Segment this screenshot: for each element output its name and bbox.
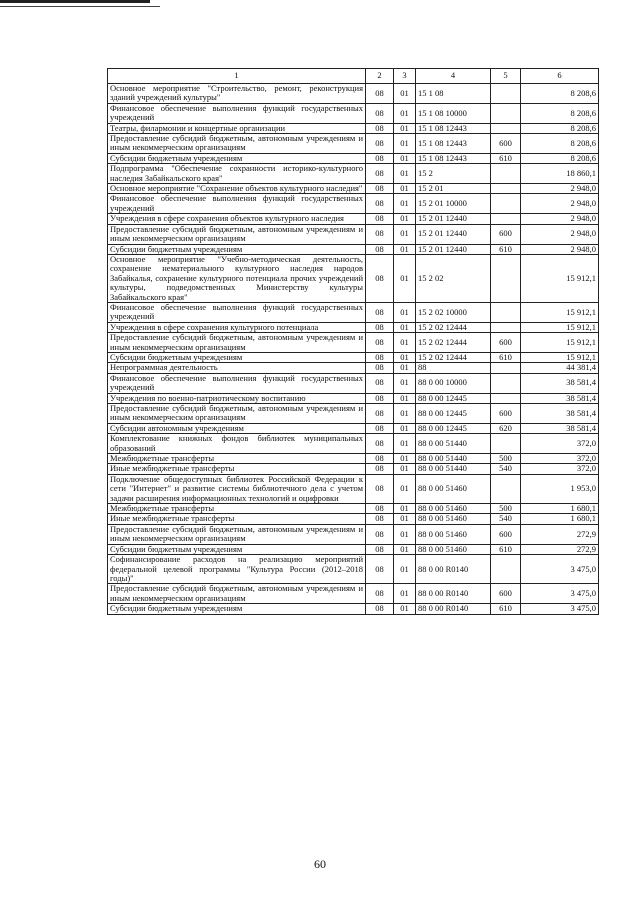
row-subsection-cell: 01 <box>394 363 416 373</box>
row-name-cell: Подключение общедоступных библиотек Российской Федерации к сети "Интернет" и развитие системы библиотечного дела с учетом задачи расширения информационных технологий и оцифровки <box>108 474 366 503</box>
row-expense-type-cell <box>491 363 521 373</box>
row-name-cell: Предоставление субсидий бюджетным, автономным учреждениям и иным некоммерческим организациям <box>108 333 366 353</box>
row-name-cell: Иные межбюджетные трансферты <box>108 464 366 474</box>
row-amount-cell: 372,0 <box>521 434 599 454</box>
row-amount-cell: 38 581,4 <box>521 404 599 424</box>
row-name-cell: Субсидии автономным учреждениям <box>108 423 366 433</box>
row-target-code-cell: 15 2 01 10000 <box>416 194 491 214</box>
row-amount-cell: 1 680,1 <box>521 504 599 514</box>
row-name-cell: Межбюджетные трансферты <box>108 504 366 514</box>
row-amount-cell: 8 208,6 <box>521 123 599 133</box>
header-col-6: 6 <box>521 69 599 84</box>
row-subsection-cell: 01 <box>394 224 416 244</box>
table-row <box>108 404 599 424</box>
row-amount-cell: 3 475,0 <box>521 555 599 584</box>
row-subsection-cell: 01 <box>394 393 416 403</box>
table-row <box>108 194 599 214</box>
header-col-2: 2 <box>366 69 394 84</box>
row-section-cell: 08 <box>366 423 394 433</box>
scan-edge-mark <box>0 0 150 3</box>
row-section-cell: 08 <box>366 514 394 524</box>
row-amount-cell: 272,9 <box>521 524 599 544</box>
row-target-code-cell: 88 0 00 51460 <box>416 504 491 514</box>
row-expense-type-cell: 600 <box>491 333 521 353</box>
table-row <box>108 224 599 244</box>
row-section-cell: 08 <box>366 352 394 362</box>
row-target-code-cell: 88 0 00 51440 <box>416 434 491 454</box>
row-expense-type-cell: 600 <box>491 524 521 544</box>
row-target-code-cell: 15 1 08 12443 <box>416 123 491 133</box>
row-section-cell: 08 <box>366 434 394 454</box>
row-amount-cell: 372,0 <box>521 464 599 474</box>
row-name-cell: Субсидии бюджетным учреждениям <box>108 352 366 362</box>
row-section-cell: 08 <box>366 524 394 544</box>
row-subsection-cell: 01 <box>394 103 416 123</box>
row-subsection-cell: 01 <box>394 302 416 322</box>
table-row <box>108 134 599 154</box>
table-row <box>108 514 599 524</box>
row-expense-type-cell <box>491 474 521 503</box>
row-target-code-cell: 88 0 00 51460 <box>416 474 491 503</box>
table-row <box>108 524 599 544</box>
row-target-code-cell: 15 2 <box>416 164 491 184</box>
row-amount-cell: 8 208,6 <box>521 84 599 104</box>
row-name-cell: Предоставление субсидий бюджетным, автономным учреждениям и иным некоммерческим организациям <box>108 224 366 244</box>
row-amount-cell: 38 581,4 <box>521 423 599 433</box>
table-header-row <box>108 69 599 84</box>
row-name-cell: Непрограммная деятельность <box>108 363 366 373</box>
table-row <box>108 302 599 322</box>
row-expense-type-cell: 600 <box>491 404 521 424</box>
row-expense-type-cell <box>491 164 521 184</box>
row-section-cell: 08 <box>366 464 394 474</box>
row-subsection-cell: 01 <box>394 404 416 424</box>
row-target-code-cell: 88 0 00 51460 <box>416 524 491 544</box>
row-subsection-cell: 01 <box>394 194 416 214</box>
header-col-3: 3 <box>394 69 416 84</box>
table-row <box>108 604 599 614</box>
row-section-cell: 08 <box>366 454 394 464</box>
row-section-cell: 08 <box>366 244 394 254</box>
row-expense-type-cell: 600 <box>491 584 521 604</box>
row-section-cell: 08 <box>366 393 394 403</box>
table-row <box>108 544 599 554</box>
row-expense-type-cell <box>491 322 521 332</box>
row-target-code-cell: 15 2 01 12440 <box>416 224 491 244</box>
header-col-4: 4 <box>416 69 491 84</box>
row-expense-type-cell <box>491 103 521 123</box>
row-amount-cell: 3 475,0 <box>521 584 599 604</box>
table-row <box>108 464 599 474</box>
table-row <box>108 423 599 433</box>
row-section-cell: 08 <box>366 302 394 322</box>
row-amount-cell: 15 912,1 <box>521 352 599 362</box>
row-section-cell: 08 <box>366 254 394 302</box>
table-row <box>108 164 599 184</box>
row-expense-type-cell: 540 <box>491 514 521 524</box>
row-name-cell: Межбюджетные трансферты <box>108 454 366 464</box>
row-subsection-cell: 01 <box>394 584 416 604</box>
row-section-cell: 08 <box>366 504 394 514</box>
row-subsection-cell: 01 <box>394 504 416 514</box>
row-expense-type-cell: 610 <box>491 604 521 614</box>
table-row <box>108 103 599 123</box>
row-subsection-cell: 01 <box>394 123 416 133</box>
table-row <box>108 333 599 353</box>
row-subsection-cell: 01 <box>394 184 416 194</box>
row-amount-cell: 3 475,0 <box>521 604 599 614</box>
row-subsection-cell: 01 <box>394 254 416 302</box>
table-row <box>108 322 599 332</box>
table-row <box>108 363 599 373</box>
row-subsection-cell: 01 <box>394 434 416 454</box>
row-amount-cell: 2 948,0 <box>521 194 599 214</box>
row-target-code-cell: 15 1 08 12443 <box>416 153 491 163</box>
table-row <box>108 214 599 224</box>
row-section-cell: 08 <box>366 474 394 503</box>
row-name-cell: Предоставление субсидий бюджетным, автономным учреждениям и иным некоммерческим организациям <box>108 584 366 604</box>
row-name-cell: Учреждения в сфере сохранения объектов культурного наследия <box>108 214 366 224</box>
scan-edge-line <box>0 6 160 7</box>
table-row <box>108 555 599 584</box>
row-section-cell: 08 <box>366 373 394 393</box>
row-target-code-cell: 88 0 00 12445 <box>416 393 491 403</box>
row-target-code-cell: 88 0 00 51440 <box>416 464 491 474</box>
row-amount-cell: 38 581,4 <box>521 393 599 403</box>
row-amount-cell: 372,0 <box>521 454 599 464</box>
row-name-cell: Основное мероприятие "Сохранение объектов культурного наследия" <box>108 184 366 194</box>
table-body <box>108 84 599 615</box>
row-name-cell: Предоставление субсидий бюджетным, автономным учреждениям и иным некоммерческим организациям <box>108 134 366 154</box>
row-target-code-cell: 88 0 00 R0140 <box>416 604 491 614</box>
row-subsection-cell: 01 <box>394 524 416 544</box>
row-target-code-cell: 15 2 02 12444 <box>416 333 491 353</box>
row-amount-cell: 8 208,6 <box>521 134 599 154</box>
row-target-code-cell: 15 2 02 12444 <box>416 352 491 362</box>
row-section-cell: 08 <box>366 604 394 614</box>
row-amount-cell: 18 860,1 <box>521 164 599 184</box>
table-row <box>108 184 599 194</box>
row-target-code-cell: 15 2 01 <box>416 184 491 194</box>
row-target-code-cell: 88 0 00 12445 <box>416 404 491 424</box>
row-target-code-cell: 88 0 00 51460 <box>416 514 491 524</box>
row-section-cell: 08 <box>366 363 394 373</box>
row-name-cell: Основное мероприятие "Строительство, ремонт, реконструкция зданий учреждений культуры" <box>108 84 366 104</box>
row-subsection-cell: 01 <box>394 544 416 554</box>
row-subsection-cell: 01 <box>394 333 416 353</box>
row-name-cell: Учреждения по военно-патриотическому воспитанию <box>108 393 366 403</box>
row-subsection-cell: 01 <box>394 153 416 163</box>
row-subsection-cell: 01 <box>394 464 416 474</box>
row-subsection-cell: 01 <box>394 214 416 224</box>
row-section-cell: 08 <box>366 333 394 353</box>
row-section-cell: 08 <box>366 555 394 584</box>
table-row <box>108 153 599 163</box>
row-name-cell: Субсидии бюджетным учреждениям <box>108 244 366 254</box>
row-subsection-cell: 01 <box>394 244 416 254</box>
row-expense-type-cell: 610 <box>491 244 521 254</box>
row-target-code-cell: 15 2 02 10000 <box>416 302 491 322</box>
row-amount-cell: 8 208,6 <box>521 153 599 163</box>
row-target-code-cell: 88 0 00 10000 <box>416 373 491 393</box>
table-row <box>108 454 599 464</box>
row-amount-cell: 2 948,0 <box>521 184 599 194</box>
row-expense-type-cell: 540 <box>491 464 521 474</box>
row-target-code-cell: 15 1 08 <box>416 84 491 104</box>
row-expense-type-cell <box>491 254 521 302</box>
row-expense-type-cell: 610 <box>491 544 521 554</box>
row-expense-type-cell <box>491 555 521 584</box>
row-section-cell: 08 <box>366 194 394 214</box>
row-amount-cell: 44 381,4 <box>521 363 599 373</box>
table-row <box>108 434 599 454</box>
row-subsection-cell: 01 <box>394 514 416 524</box>
row-amount-cell: 2 948,0 <box>521 224 599 244</box>
row-name-cell: Иные межбюджетные трансферты <box>108 514 366 524</box>
table-row <box>108 504 599 514</box>
header-col-5: 5 <box>491 69 521 84</box>
row-amount-cell: 272,9 <box>521 544 599 554</box>
table-row <box>108 244 599 254</box>
row-expense-type-cell: 500 <box>491 454 521 464</box>
row-amount-cell: 2 948,0 <box>521 214 599 224</box>
row-expense-type-cell <box>491 302 521 322</box>
table-row <box>108 474 599 503</box>
row-section-cell: 08 <box>366 404 394 424</box>
row-name-cell: Основное мероприятие "Учебно-методическая деятельность, сохранение нематериального культурного наследия народов Забайкалья, сохранение культурного потенциала прочих учреждений культуры, подведомственных Министерству культуры Забайкальского края" <box>108 254 366 302</box>
table-row <box>108 393 599 403</box>
row-expense-type-cell <box>491 214 521 224</box>
row-section-cell: 08 <box>366 584 394 604</box>
row-section-cell: 08 <box>366 164 394 184</box>
row-expense-type-cell <box>491 184 521 194</box>
row-subsection-cell: 01 <box>394 454 416 464</box>
row-subsection-cell: 01 <box>394 604 416 614</box>
row-section-cell: 08 <box>366 544 394 554</box>
row-target-code-cell: 88 0 00 51460 <box>416 544 491 554</box>
table-row <box>108 254 599 302</box>
row-expense-type-cell: 500 <box>491 504 521 514</box>
row-name-cell: Субсидии бюджетным учреждениям <box>108 604 366 614</box>
row-section-cell: 08 <box>366 123 394 133</box>
row-subsection-cell: 01 <box>394 322 416 332</box>
row-amount-cell: 2 948,0 <box>521 244 599 254</box>
row-expense-type-cell <box>491 84 521 104</box>
row-expense-type-cell: 610 <box>491 153 521 163</box>
row-subsection-cell: 01 <box>394 84 416 104</box>
row-subsection-cell: 01 <box>394 423 416 433</box>
row-target-code-cell: 15 2 02 <box>416 254 491 302</box>
row-name-cell: Театры, филармонии и концертные организации <box>108 123 366 133</box>
row-name-cell: Субсидии бюджетным учреждениям <box>108 153 366 163</box>
row-name-cell: Предоставление субсидий бюджетным, автономным учреждениям и иным некоммерческим организациям <box>108 404 366 424</box>
row-expense-type-cell <box>491 393 521 403</box>
row-section-cell: 08 <box>366 103 394 123</box>
table-row <box>108 352 599 362</box>
budget-table <box>107 68 599 615</box>
row-expense-type-cell: 600 <box>491 134 521 154</box>
row-section-cell: 08 <box>366 214 394 224</box>
row-target-code-cell: 88 0 00 R0140 <box>416 584 491 604</box>
row-target-code-cell: 88 0 00 R0140 <box>416 555 491 584</box>
row-name-cell: Софинансирование расходов на реализацию мероприятий федеральной целевой программы "Культура России (2012–2018 годы)" <box>108 555 366 584</box>
table-row <box>108 584 599 604</box>
row-name-cell: Финансовое обеспечение выполнения функций государственных учреждений <box>108 302 366 322</box>
row-name-cell: Финансовое обеспечение выполнения функций государственных учреждений <box>108 194 366 214</box>
row-subsection-cell: 01 <box>394 373 416 393</box>
row-subsection-cell: 01 <box>394 474 416 503</box>
row-amount-cell: 1 953,0 <box>521 474 599 503</box>
header-col-1: 1 <box>108 69 366 84</box>
row-target-code-cell: 15 1 08 10000 <box>416 103 491 123</box>
row-expense-type-cell <box>491 194 521 214</box>
row-amount-cell: 1 680,1 <box>521 514 599 524</box>
row-target-code-cell: 15 2 01 12440 <box>416 244 491 254</box>
row-subsection-cell: 01 <box>394 134 416 154</box>
row-section-cell: 08 <box>366 224 394 244</box>
row-expense-type-cell: 610 <box>491 352 521 362</box>
row-subsection-cell: 01 <box>394 555 416 584</box>
row-target-code-cell: 15 2 01 12440 <box>416 214 491 224</box>
row-name-cell: Подпрограмма "Обеспечение сохранности историко-культурного наследия Забайкальского края" <box>108 164 366 184</box>
row-expense-type-cell: 600 <box>491 224 521 244</box>
table-row <box>108 84 599 104</box>
row-section-cell: 08 <box>366 184 394 194</box>
row-name-cell: Учреждения в сфере сохранения культурного потенциала <box>108 322 366 332</box>
row-expense-type-cell <box>491 373 521 393</box>
row-section-cell: 08 <box>366 134 394 154</box>
table-row <box>108 373 599 393</box>
row-expense-type-cell: 620 <box>491 423 521 433</box>
row-name-cell: Комплектование книжных фондов библиотек муниципальных образований <box>108 434 366 454</box>
row-expense-type-cell <box>491 123 521 133</box>
row-amount-cell: 15 912,1 <box>521 322 599 332</box>
row-section-cell: 08 <box>366 153 394 163</box>
row-section-cell: 08 <box>366 322 394 332</box>
row-amount-cell: 15 912,1 <box>521 302 599 322</box>
row-name-cell: Финансовое обеспечение выполнения функций государственных учреждений <box>108 373 366 393</box>
row-amount-cell: 38 581,4 <box>521 373 599 393</box>
row-amount-cell: 8 208,6 <box>521 103 599 123</box>
row-subsection-cell: 01 <box>394 352 416 362</box>
row-expense-type-cell <box>491 434 521 454</box>
row-name-cell: Предоставление субсидий бюджетным, автономным учреждениям и иным некоммерческим организациям <box>108 524 366 544</box>
row-amount-cell: 15 912,1 <box>521 333 599 353</box>
row-target-code-cell: 88 0 00 51440 <box>416 454 491 464</box>
row-name-cell: Субсидии бюджетным учреждениям <box>108 544 366 554</box>
table-row <box>108 123 599 133</box>
row-amount-cell: 15 912,1 <box>521 254 599 302</box>
row-target-code-cell: 15 2 02 12444 <box>416 322 491 332</box>
row-section-cell: 08 <box>366 84 394 104</box>
row-subsection-cell: 01 <box>394 164 416 184</box>
page-number: 60 <box>314 857 326 871</box>
row-target-code-cell: 88 <box>416 363 491 373</box>
row-name-cell: Финансовое обеспечение выполнения функций государственных учреждений <box>108 103 366 123</box>
row-target-code-cell: 15 1 08 12443 <box>416 134 491 154</box>
row-target-code-cell: 88 0 00 12445 <box>416 423 491 433</box>
